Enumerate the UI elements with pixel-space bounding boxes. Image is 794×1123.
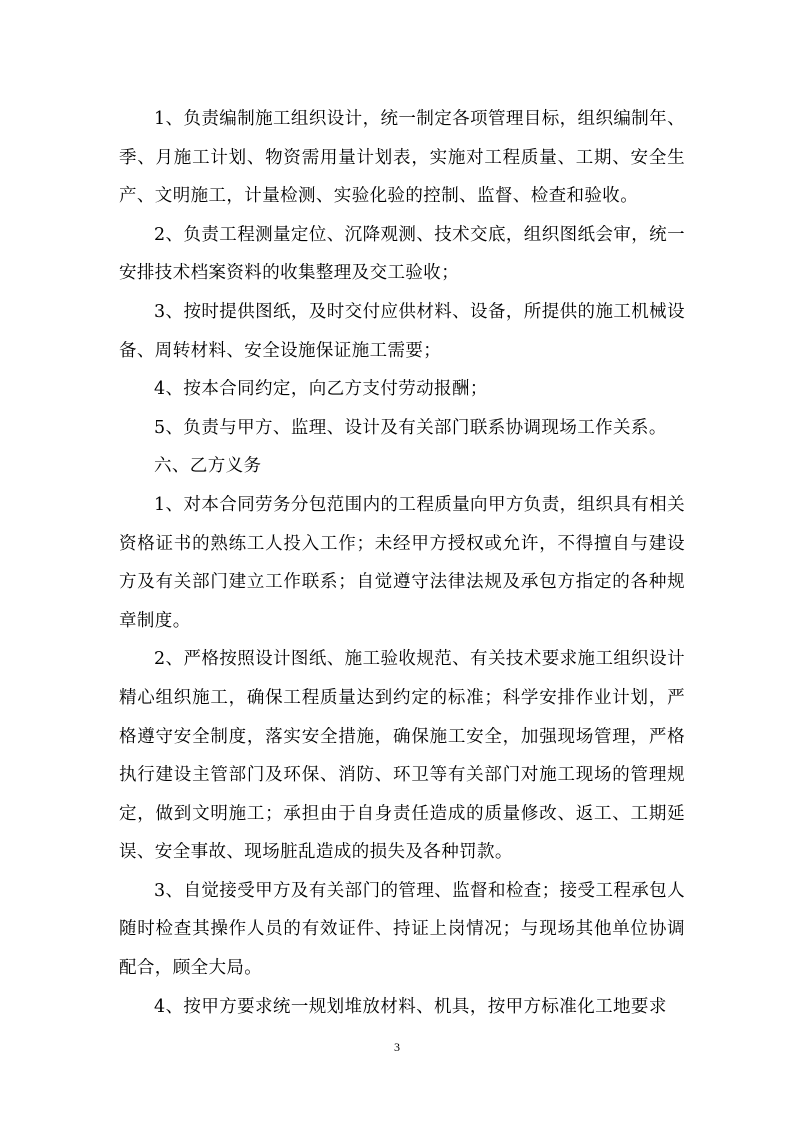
page-number: 3	[394, 1040, 400, 1054]
paragraph-8: 3、自觉接受甲方及有关部门的管理、监督和检查；接受工程承包人随时检查其操作人员的有效证件、持证上岗情况；与现场其他单位协调配合，顾全大局。	[119, 880, 685, 979]
paragraph-1: 1、负责编制施工组织设计，统一制定各项管理目标，组织编制年、季、月施工计划、物资需用量计划表，实施对工程质量、工期、安全生产、文明施工，计量检测、实验化验的控制、监督、检查和验收。	[119, 109, 685, 207]
paragraph-6: 1、对本合同劳务分包范围内的工程质量向甲方负责，组织具有相关资格证书的熟练工人投入工作；未经甲方授权或允许，不得擅自与建设方及有关部门建立工作联系；自觉遵守法律法规及承包方指定的各种规章制度。	[119, 494, 685, 631]
paragraph-7: 2、严格按照设计图纸、施工验收规范、有关技术要求施工组织设计精心组织施工，确保工程质量达到约定的标准；科学安排作业计划，严格遵守安全制度，落实安全措施，确保施工安全，加强现场管理，严格执行建设主管部门及环保、消防、环卫等有关部门对施工现场的管理规定，做到文明施工；承担由于自身责任造成的质量修改、返工、工期延误、安全事故、现场脏乱造成的损失及各种罚款。	[119, 649, 685, 863]
paragraph-4: 4、按本合同约定，向乙方支付劳动报酬；	[154, 379, 488, 400]
document-body	[119, 100, 685, 1026]
paragraph-5: 5、负责与甲方、监理、设计及有关部门联系协调现场工作关系。	[154, 417, 667, 438]
paragraph-2: 2、负责工程测量定位、沉降观测、技术交底，组织图纸会审，统一安排技术档案资料的收集整理及交工验收；	[119, 224, 685, 284]
section-heading: 六、乙方义务	[154, 456, 262, 477]
paragraph-3: 3、按时提供图纸，及时交付应供材料、设备，所提供的施工机械设备、周转材料、安全设施保证施工需要；	[119, 301, 685, 361]
paragraph-9: 4、按甲方要求统一规划堆放材料、机具，按甲方标准化工地要求	[154, 996, 667, 1017]
